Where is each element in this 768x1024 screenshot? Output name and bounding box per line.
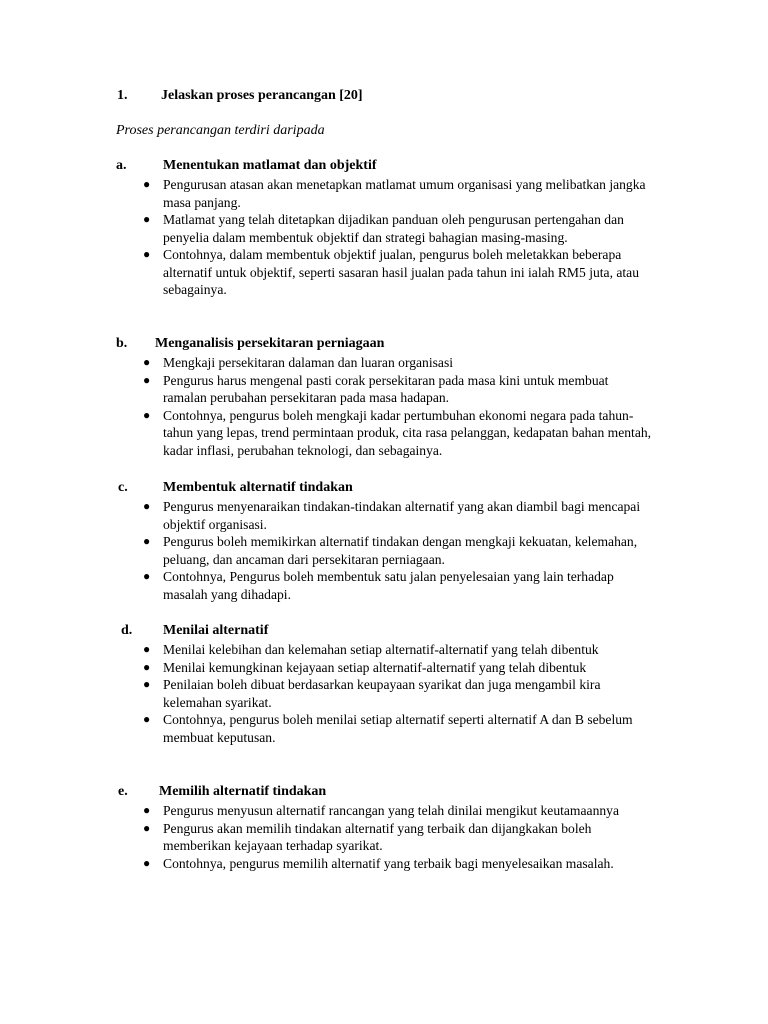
list-item-text: Contohnya, pengurus memilih alternatif yang terbaik bagi menyelesaikan masalah.: [163, 855, 614, 871]
list-item-text: Mengkaji persekitaran dalaman dan luaran organisasi: [163, 355, 454, 370]
intro-text: Proses perancangan terdiri daripada: [116, 123, 325, 138]
list-item-text: Pengurus harus mengenal pasti corak persekitaran pada masa kini untuk membuat ramalan perubahan persekitaran pada masa hadapan.: [163, 372, 609, 405]
bullet-icon: ●: [143, 820, 151, 835]
list-item: [0, 211, 653, 246]
list-item: [0, 407, 653, 460]
list-item: [0, 498, 653, 533]
bullet-icon: ●: [143, 499, 151, 513]
bullet-list: [0, 641, 768, 746]
section-heading: [0, 336, 768, 354]
section-heading: [0, 480, 768, 498]
list-item: [0, 659, 653, 677]
list-item: [0, 711, 653, 746]
section-letter: b.: [116, 336, 128, 351]
bullet-icon: ●: [143, 407, 151, 422]
list-item: [0, 820, 653, 855]
bullet-list: [0, 176, 768, 299]
list-item-text: Contohnya, pengurus boleh mengkaji kadar pertumbuhan ekonomi negara pada tahun-tahun yang lepas, trend permintaan produk, cita rasa pelanggan, kedapatan bahan mentah, kadar inflasi, perubahan teknologi, dan sebagainya.: [163, 407, 652, 458]
list-item-text: Menilai kemungkinan kejayaan setiap alternatif-alternatif yang telah dibentuk: [163, 659, 587, 675]
bullet-list: [0, 802, 768, 872]
list-item-text: Contohnya, Pengurus boleh membentuk satu jalan penyelesaian yang lain terhadap masalah yang dihadapi.: [163, 569, 614, 602]
question-number: 1.: [117, 88, 128, 103]
bullet-icon: ●: [143, 247, 151, 261]
section-a: [0, 158, 768, 299]
section-b: [0, 336, 768, 459]
list-item: [0, 533, 653, 568]
bullet-icon: ●: [143, 803, 151, 817]
list-item-text: Contohnya, dalam membentuk objektif jualan, pengurus boleh meletakkan beberapa alternatif untuk objektif, seperti sasaran hasil jualan pada tahun ini ialah RM5 juta, atau sebagainya.: [163, 247, 640, 297]
list-item-text: Pengurus boleh memikirkan alternatif tindakan dengan mengkaji kekuatan, kelemahan, peluang, dan ancaman dari persekitaran perniagaan.: [163, 534, 638, 567]
list-item: [0, 802, 653, 820]
section-letter: e.: [118, 784, 128, 799]
list-item: [0, 855, 653, 873]
bullet-icon: ●: [143, 355, 151, 369]
list-item-text: Menilai kelebihan dan kelemahan setiap alternatif-alternatif yang telah dibentuk: [163, 642, 599, 657]
section-letter: a.: [116, 158, 127, 173]
bullet-icon: ●: [143, 534, 151, 548]
bullet-icon: ●: [143, 569, 151, 583]
list-item: [0, 676, 653, 711]
section-title: Menilai alternatif: [163, 623, 269, 638]
list-item: [0, 354, 653, 372]
bullet-list: [0, 354, 768, 459]
section-letter: d.: [121, 623, 133, 638]
bullet-list: [0, 498, 768, 603]
list-item-text: Pengurus akan memilih tindakan alternatif yang terbaik dan dijangkakan boleh memberikan kejayaan terhadap syarikat.: [163, 820, 592, 853]
list-item-text: Pengurusan atasan akan menetapkan matlamat umum organisasi yang melibatkan jangka masa panjang.: [163, 177, 646, 210]
bullet-icon: ●: [143, 212, 151, 226]
question-text: Jelaskan proses perancangan [20]: [161, 88, 363, 103]
list-item-text: Penilaian boleh dibuat berdasarkan keupayaan syarikat dan juga mengambil kira kelemahan syarikat.: [163, 677, 601, 710]
bullet-icon: ●: [143, 659, 151, 674]
section-title: Menentukan matlamat dan objektif: [163, 158, 377, 173]
list-item: [0, 372, 653, 407]
section-heading: [0, 623, 768, 641]
section-heading: [0, 158, 768, 176]
list-item-text: Pengurus menyusun alternatif rancangan yang telah dinilai mengikut keutamaannya: [163, 803, 620, 818]
list-item-text: Matlamat yang telah ditetapkan dijadikan panduan oleh pengurusan pertengahan dan penyelia dalam membentuk objektif dan strategi bahagian masing-masing.: [163, 212, 624, 245]
section-c: [0, 480, 768, 603]
bullet-icon: ●: [143, 677, 151, 691]
section-heading: [0, 784, 768, 802]
list-item: [0, 246, 653, 299]
section-title: Membentuk alternatif tindakan: [163, 480, 353, 495]
list-item: [0, 568, 653, 603]
section-title: Menganalisis persekitaran perniagaan: [155, 336, 385, 351]
section-e: [0, 784, 768, 872]
bullet-icon: ●: [143, 372, 151, 387]
section-letter: c.: [118, 480, 128, 495]
bullet-icon: ●: [143, 712, 151, 726]
question-heading: [117, 88, 363, 104]
bullet-icon: ●: [143, 642, 151, 656]
list-item: [0, 176, 653, 211]
list-item: [0, 641, 653, 659]
bullet-icon: ●: [143, 177, 151, 191]
section-title: Memilih alternatif tindakan: [159, 784, 327, 799]
list-item-text: Contohnya, pengurus boleh menilai setiap alternatif seperti alternatif A dan B sebelum membuat keputusan.: [163, 712, 633, 745]
section-d: [0, 623, 768, 746]
bullet-icon: ●: [143, 855, 151, 870]
list-item-text: Pengurus menyenaraikan tindakan-tindakan alternatif yang akan diambil bagi mencapai objektif organisasi.: [163, 499, 641, 532]
